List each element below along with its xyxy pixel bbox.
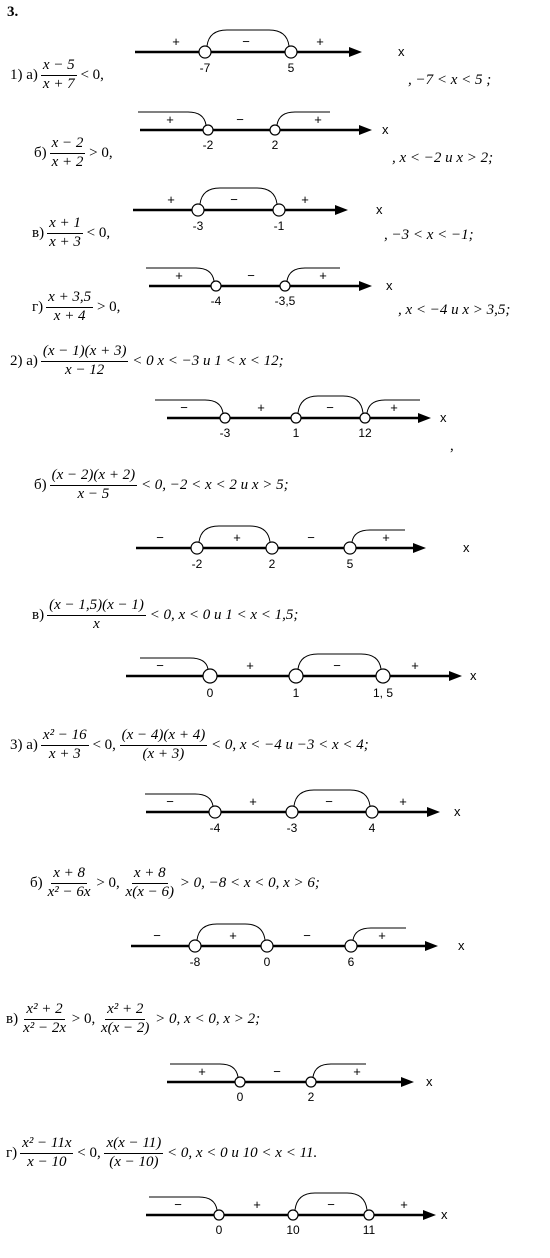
interval-sign: + xyxy=(319,268,327,283)
denominator: x + 2 xyxy=(51,153,84,170)
axis-label: x xyxy=(426,1074,433,1089)
point-label: 2 xyxy=(307,1090,315,1104)
problem-label: б) xyxy=(34,144,47,161)
point-label: 12 xyxy=(358,426,372,440)
denominator: x + 4 xyxy=(53,307,86,324)
interval-sign: − xyxy=(242,34,250,49)
axis-arrow xyxy=(423,1210,436,1220)
inequality-part: > 0, xyxy=(71,1010,96,1027)
point-label: 1, 5 xyxy=(372,686,394,700)
numerator: x − 2 xyxy=(50,136,86,154)
point-label: 0 xyxy=(215,1223,223,1237)
axis-label: x xyxy=(458,938,465,953)
denominator: x xyxy=(93,615,100,632)
point-label: -4 xyxy=(209,821,221,835)
interval-sign: + xyxy=(249,794,257,809)
problem-label: б) xyxy=(34,476,47,493)
problem-label: 2) а) xyxy=(10,352,38,369)
interval-sign: + xyxy=(301,192,309,207)
interval-sign: + xyxy=(257,400,265,415)
inequality: > 0, x < 0, x > 2; xyxy=(155,1010,261,1027)
axis-label: x xyxy=(386,278,393,293)
axis-label: x xyxy=(463,540,470,555)
denominator: x² − 6x xyxy=(47,883,91,900)
numerator: x + 3,5 xyxy=(46,290,93,308)
interval-sign: − xyxy=(156,658,164,673)
interval-sign: + xyxy=(246,658,254,673)
interval-sign: + xyxy=(378,928,386,943)
open-point xyxy=(288,1210,298,1220)
interval-sign: − xyxy=(303,928,311,943)
point-label: -7 xyxy=(199,61,211,75)
solution-1v: , −3 < x < −1; xyxy=(384,227,474,243)
denominator: (x − 10) xyxy=(109,1153,159,1170)
interval-sign: + xyxy=(172,34,180,49)
interval-sign: + xyxy=(167,192,175,207)
axis-label: x xyxy=(470,668,477,683)
inequality-part: < 0, xyxy=(77,1144,101,1161)
solution-1a: , −7 < x < 5 ; xyxy=(408,72,492,88)
interval-sign: + xyxy=(253,1197,261,1212)
inequality: < 0, −2 < x < 2 и x > 5; xyxy=(140,476,289,493)
problem-label: в) xyxy=(32,606,45,623)
inequality-part: > 0, xyxy=(96,874,120,891)
point-label: -3 xyxy=(286,821,298,835)
interval-sign: − xyxy=(247,268,255,283)
point-label: 0 xyxy=(263,955,271,969)
point-label: -2 xyxy=(191,557,203,571)
interval-sign: − xyxy=(174,1197,182,1212)
problem-label: в) xyxy=(32,224,45,241)
point-label: 11 xyxy=(362,1223,376,1237)
inequality: > 0, xyxy=(89,144,113,161)
interval-sign: + xyxy=(353,1064,361,1079)
denominator: x(x − 2) xyxy=(100,1019,150,1036)
numerator: x² + 2 xyxy=(24,1002,64,1020)
point-label: -1 xyxy=(273,219,285,233)
point-label: 4 xyxy=(368,821,376,835)
interval-sign: + xyxy=(399,794,407,809)
denominator: x(x − 6) xyxy=(125,883,174,900)
solution-1b: , x < −2 и x > 2; xyxy=(392,150,494,166)
interval-sign: − xyxy=(153,928,161,943)
interval-sign: − xyxy=(325,794,333,809)
point-label: 2 xyxy=(268,557,276,571)
point-label: 1 xyxy=(292,426,300,440)
interval-sign: + xyxy=(175,268,183,283)
point-label: 1 xyxy=(292,686,300,700)
numerator: (x − 1)(x + 3) xyxy=(41,344,129,362)
problem-label: 1) а) xyxy=(10,66,38,83)
interval-sign: − xyxy=(307,530,315,545)
point-label: -3 xyxy=(219,426,231,440)
interval-sign: + xyxy=(314,112,322,127)
denominator: x + 7 xyxy=(42,75,75,92)
point-label: 0 xyxy=(236,1090,244,1104)
inequality: < 0, x < −4 и −3 < x < 4; xyxy=(210,736,369,753)
inequality: < 0, x < 0 и 1 < x < 1,5; xyxy=(149,606,299,623)
open-point xyxy=(214,1210,224,1220)
denominator: (x + 3) xyxy=(142,745,185,762)
numerator: x + 8 xyxy=(51,866,87,884)
interval-sign: − xyxy=(333,658,341,673)
interval-sign: − xyxy=(273,1064,281,1079)
numerator: x² − 16 xyxy=(41,728,89,746)
interval-sign: + xyxy=(166,112,174,127)
inequality: > 0, xyxy=(96,298,121,315)
inequality: < 0, xyxy=(86,224,111,241)
axis-label: x xyxy=(382,122,389,137)
problem-number: 3. xyxy=(7,4,19,20)
denominator: x² − 2x xyxy=(23,1019,67,1036)
point-label: 10 xyxy=(286,1223,300,1237)
interval-sign: + xyxy=(382,530,390,545)
point-label: -2 xyxy=(202,138,214,152)
inequality: < 0, xyxy=(80,66,104,83)
interval-sign: + xyxy=(229,928,237,943)
point-label: -8 xyxy=(189,955,201,969)
denominator: x − 12 xyxy=(65,361,105,378)
point-label: 6 xyxy=(347,955,355,969)
interval-sign: + xyxy=(316,34,324,49)
problem-label: г) xyxy=(32,298,44,315)
point-label: 5 xyxy=(287,61,295,75)
interval-sign: + xyxy=(400,1197,408,1212)
problem-label: 3) а) xyxy=(10,736,38,753)
axis-label: x xyxy=(454,804,461,819)
axis-label: x xyxy=(376,202,383,217)
point-label: 5 xyxy=(346,557,354,571)
point-label: 0 xyxy=(206,686,214,700)
denominator: x − 10 xyxy=(27,1153,67,1170)
trailing-comma: , xyxy=(450,438,454,454)
interval-sign: − xyxy=(236,112,244,127)
interval-sign: − xyxy=(156,530,164,545)
numerator: x² − 11x xyxy=(20,1136,73,1154)
numerator: x + 1 xyxy=(47,216,83,234)
numerator: x − 5 xyxy=(41,58,77,76)
axis-label: x xyxy=(440,410,447,425)
interval-sign: + xyxy=(390,400,398,415)
interval-sign: − xyxy=(327,1197,335,1212)
interval-sign: + xyxy=(411,658,419,673)
numerator: x + 8 xyxy=(132,866,168,884)
problem-label: в) xyxy=(6,1010,19,1027)
problem-label: б) xyxy=(30,874,43,891)
interval-sign: − xyxy=(180,400,188,415)
axis-label: x xyxy=(441,1207,448,1222)
interval-sign: + xyxy=(198,1064,206,1079)
interval-sign: − xyxy=(230,192,238,207)
problem-label: г) xyxy=(6,1144,18,1161)
numerator: (x − 4)(x + 4) xyxy=(120,728,208,746)
numerator: (x − 1,5)(x − 1) xyxy=(47,598,146,616)
interval-sign: − xyxy=(166,794,174,809)
inequality-part: < 0, xyxy=(92,736,116,753)
numerator: (x − 2)(x + 2) xyxy=(50,468,138,486)
interval-sign: + xyxy=(233,530,241,545)
denominator: x + 3 xyxy=(49,233,81,250)
denominator: x + 3 xyxy=(48,745,81,762)
interval-sign: − xyxy=(326,400,334,415)
point-label: -4 xyxy=(210,294,222,308)
point-label: 2 xyxy=(271,138,279,152)
point-label: -3 xyxy=(192,219,204,233)
axis-label: x xyxy=(398,44,405,59)
sign-arc xyxy=(149,1197,217,1210)
inequality: > 0, −8 < x < 0, x > 6; xyxy=(179,874,320,891)
open-point xyxy=(364,1210,374,1220)
inequality: < 0, x < 0 и 10 < x < 11. xyxy=(167,1144,318,1161)
solution-1g: , x < −4 и x > 3,5; xyxy=(398,302,511,318)
numerator: x(x − 11) xyxy=(104,1136,163,1154)
numerator: x² + 2 xyxy=(105,1002,145,1020)
point-label: -3,5 xyxy=(274,294,296,308)
denominator: x − 5 xyxy=(77,485,110,502)
inequality: < 0 x < −3 и 1 < x < 12; xyxy=(132,352,284,369)
